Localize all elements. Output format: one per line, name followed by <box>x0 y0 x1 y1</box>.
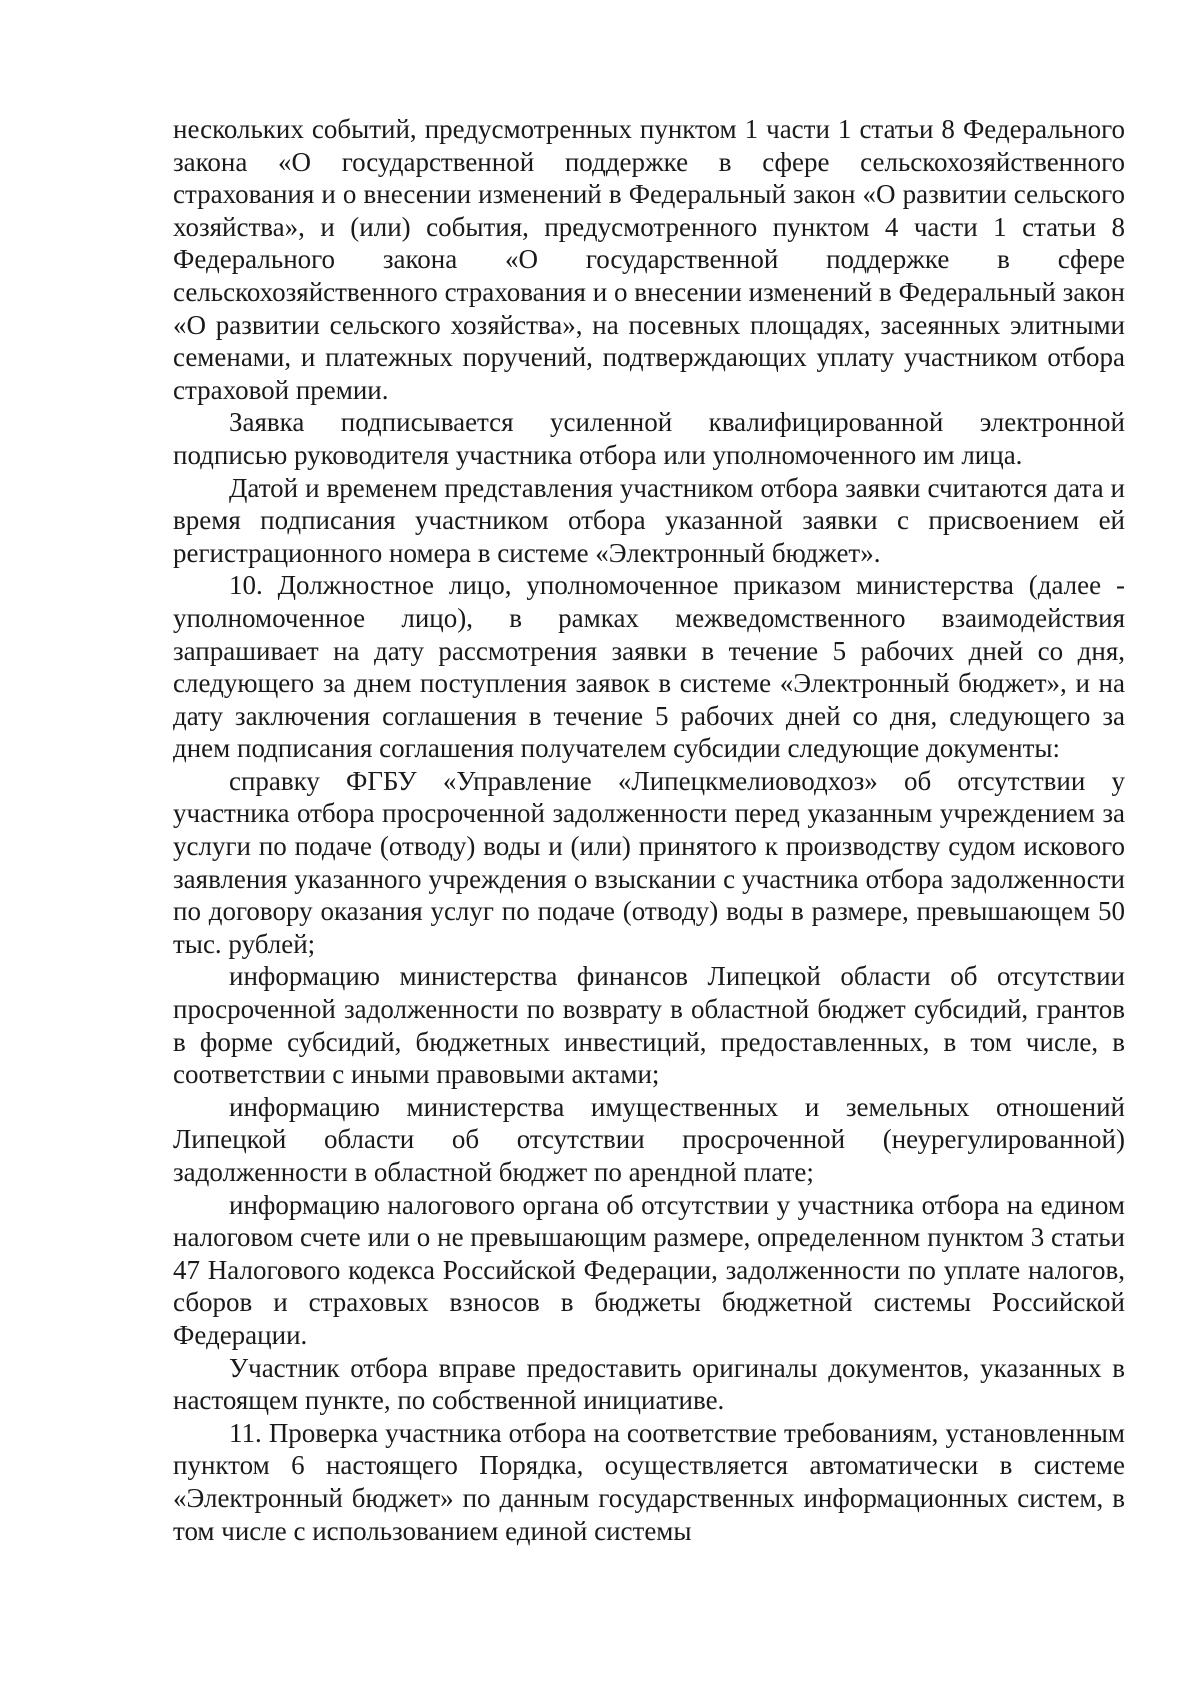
paragraph-signature: Заявка подписывается усиленной квалифицированной электронной подписью руководителя участника отбора или уполномоченного им лица. <box>173 407 1125 470</box>
document-body <box>173 113 1125 1547</box>
paragraph-property-ministry-info: информацию министерства имущественных и земельных отношений Липецкой области об отсутствии просроченной (неурегулированной) задолженности в областной бюджет по арендной плате; <box>173 1091 1125 1187</box>
paragraph-reference-meliovodkhoz: справку ФГБУ «Управление «Липецкмелиоводхоз» об отсутствии у участника отбора просроченной задолженности перед указанным учреждением за услуги по подаче (отводу) воды и (или) принятого к производству судом искового заявления указанного учреждения о взыскании с участника отбора задолженности по договору оказания услуг по подаче (отводу) воды в размере, превышающем 50 тыс. рублей; <box>173 765 1125 959</box>
paragraph-item-10: 10. Должностное лицо, уполномоченное приказом министерства (далее - уполномоченное лицо), в рамках межведомственного взаимодействия запрашивает на дату рассмотрения заявки в течение 5 рабочих дней со дня, следующего за днем поступления заявок в системе «Электронный бюджет», и на дату заключения соглашения в течение 5 рабочих дней со дня, следующего за днем подписания соглашения получателем субсидии следующие документы: <box>173 570 1125 764</box>
paragraph-tax-authority-info: информацию налогового органа об отсутствии у участника отбора на едином налоговом счете или о не превышающим размере, определенном пунктом 3 статьи 47 Налогового кодекса Российской Федерации, задолженности по уплате налогов, сборов и страховых взносов в бюджеты бюджетной системы Российской Федерации. <box>173 1189 1125 1350</box>
paragraph-originals-right: Участник отбора вправе предоставить оригиналы документов, указанных в настоящем пункте, по собственной инициативе. <box>173 1352 1125 1416</box>
paragraph-continuation: нескольких событий, предусмотренных пунктом 1 части 1 статьи 8 Федерального закона «О государственной поддержке в сфере сельскохозяйственного страхования и о внесении изменений в Федеральный закон «О развитии сельского хозяйства», и (или) события, предусмотренного пунктом 4 части 1 статьи 8 Федерального закона «О государственной поддержке в сфере сельскохозяйственного страхования и о внесении изменений в Федеральный закон «О развитии сельского хозяйства», на посевных площадях, засеянных элитными семенами, и платежных поручений, подтверждающих уплату участником отбора страховой премии. <box>173 114 1125 405</box>
paragraph-submission-date: Датой и временем представления участником отбора заявки считаются дата и время подписания участником отбора указанной заявки с присвоением ей регистрационного номера в системе «Электронный бюджет». <box>173 472 1125 568</box>
paragraph-finance-ministry-info: информацию министерства финансов Липецкой области об отсутствии просроченной задолженности по возврату в областной бюджет субсидий, грантов в форме субсидий, бюджетных инвестиций, предоставленных, в том числе, в соответствии с иными правовыми актами; <box>173 961 1125 1090</box>
paragraph-item-11: 11. Проверка участника отбора на соответствие требованиям, установленным пунктом 6 настоящего Порядка, осуществляется автоматически в системе «Электронный бюджет» по данным государственных информационных систем, в том числе с использованием единой системы <box>173 1417 1125 1546</box>
